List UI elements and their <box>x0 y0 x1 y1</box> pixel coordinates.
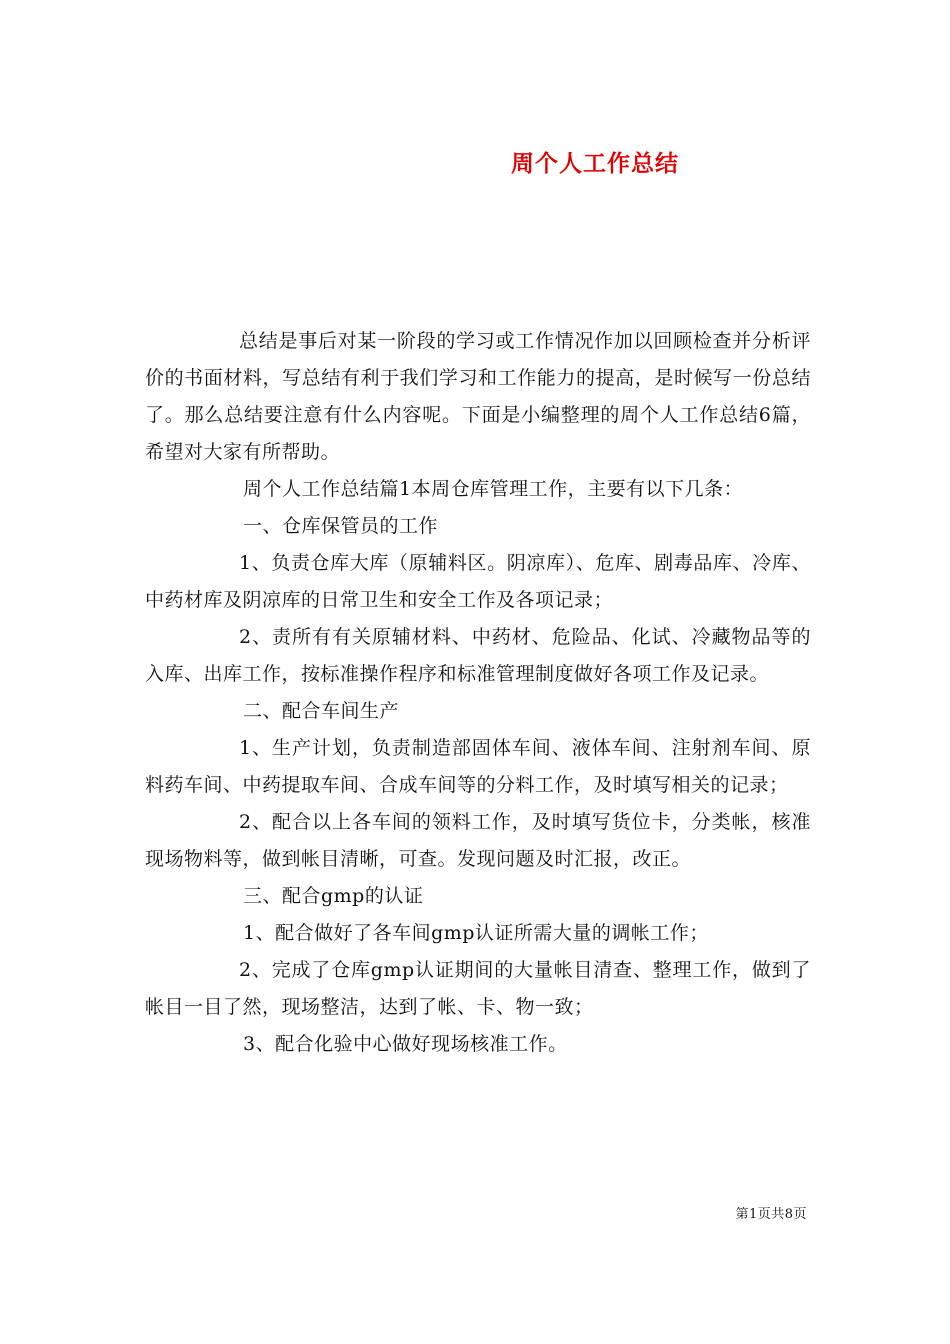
document-body <box>145 323 811 1063</box>
list-item: 2、完成了仓库gmp认证期间的大量帐目清查、整理工作，做到了帐目一目了然，现场整洁，达到了帐、卡、物一致； <box>145 959 811 1018</box>
list-item: 1、负责仓库大库（原辅料区。阴凉库）、危库、剧毒品库、冷库、中药材库及阴凉库的日常卫生和安全工作及各项记录； <box>145 552 811 611</box>
section-heading-1: 一、仓库保管员的工作 <box>243 515 439 537</box>
list-item: 3、配合化验中心做好现场核准工作。 <box>243 1033 568 1055</box>
list-item: 2、责所有有关原辅材料、中药材、危险品、化试、冷藏物品等的入库、出库工作，按标准操作程序和标准管理制度做好各项工作及记录。 <box>145 626 811 685</box>
section-intro: 周个人工作总结篇1本周仓库管理工作，主要有以下几条： <box>243 478 744 500</box>
section-heading-3: 三、配合gmp的认证 <box>243 885 424 907</box>
document-title: 周个人工作总结 <box>511 150 679 178</box>
list-item: 1、生产计划，负责制造部固体车间、液体车间、注射剂车间、原料药车间、中药提取车间、合成车间等的分料工作，及时填写相关的记录； <box>145 737 811 796</box>
section-heading-2: 二、配合车间生产 <box>243 700 400 722</box>
page-number: 第1页共8页 <box>735 1207 807 1222</box>
list-item: 2、配合以上各车间的领料工作，及时填写货位卡，分类帐，核准现场物料等，做到帐目清晰，可查。发现问题及时汇报，改正。 <box>145 811 811 870</box>
list-item: 1、配合做好了各车间gmp认证所需大量的调帐工作； <box>243 922 709 944</box>
intro-paragraph: 总结是事后对某一阶段的学习或工作情况作加以回顾检查并分析评价的书面材料，写总结有利于我们学习和工作能力的提高，是时候写一份总结了。那么总结要注意有什么内容呢。下面是小编整理的周个人工作总结6篇，希望对大家有所帮助。 <box>145 330 811 463</box>
